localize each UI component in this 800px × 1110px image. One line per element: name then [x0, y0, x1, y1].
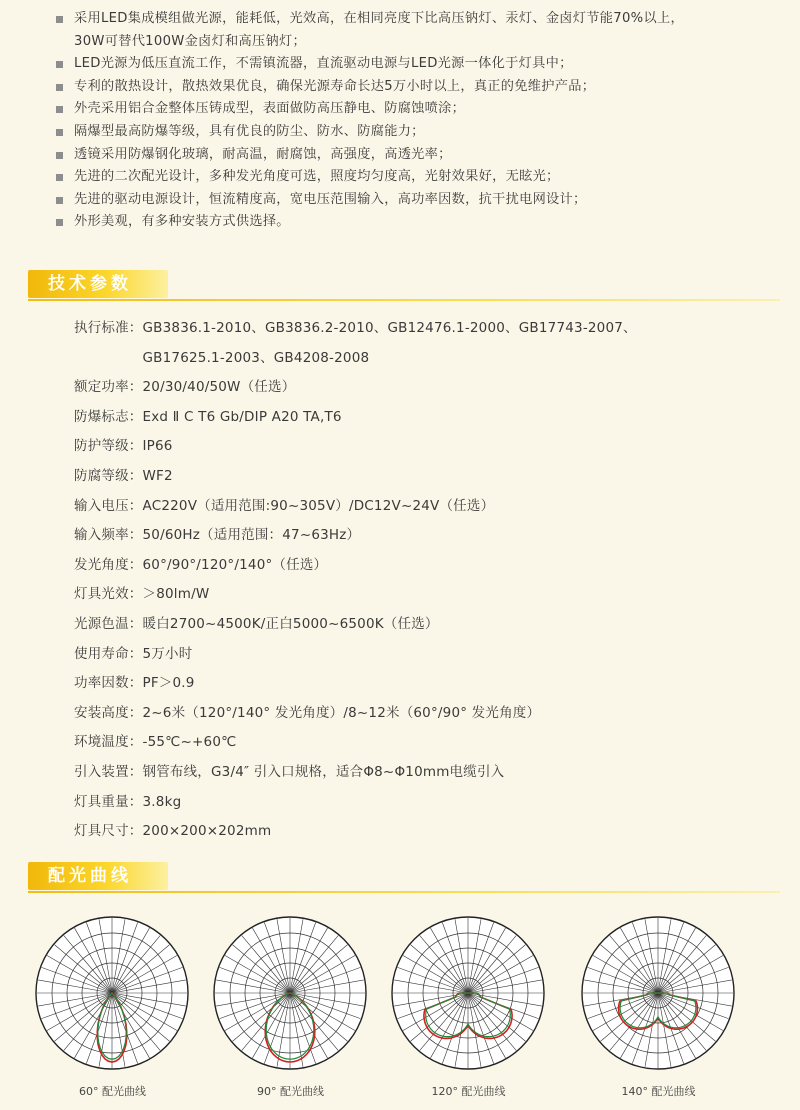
spec-label: 防爆标志：	[74, 408, 143, 425]
square-bullet-icon	[56, 106, 63, 113]
spec-value-line: -55℃~+60℃	[142, 734, 237, 751]
spec-label: 环境温度：	[74, 734, 143, 751]
square-bullet-icon	[56, 129, 63, 136]
light-distribution-curves	[0, 905, 800, 1105]
feature-item	[56, 98, 786, 121]
spec-row	[74, 462, 774, 492]
spec-value-line: PF＞0.9	[142, 675, 195, 692]
feature-item	[56, 53, 786, 76]
spec-value	[143, 373, 296, 403]
spec-label: 防护等级：	[74, 438, 143, 455]
spec-value	[143, 462, 173, 492]
square-bullet-icon	[56, 84, 63, 91]
feature-text: 采用LED集成模组做光源，能耗低，光效高，在相同亮度下比高压钠灯、汞灯、金卤灯节能70%以上，	[74, 11, 684, 26]
feature-item	[56, 189, 786, 212]
spec-label: 输入电压：	[74, 497, 143, 514]
spec-row	[74, 817, 774, 847]
spec-value-line: 60°/90°/120°/140°（任选）	[142, 556, 328, 573]
spec-value-line: 3.8kg	[142, 793, 182, 810]
spec-value-line: 暖白2700~4500K/正白5000~6500K（任选）	[142, 615, 439, 632]
spec-label: 安装高度：	[74, 704, 143, 721]
feature-item	[56, 166, 786, 189]
spec-label: 执行标准：	[74, 320, 143, 336]
spec-list	[74, 314, 774, 847]
spec-value	[143, 610, 439, 640]
spec-label: 引入装置：	[74, 763, 143, 780]
curve-caption: 60° 配光曲线	[79, 1085, 146, 1098]
feature-item	[56, 121, 786, 144]
square-bullet-icon	[56, 174, 63, 181]
square-bullet-icon	[56, 16, 63, 23]
spec-row	[74, 788, 774, 818]
feature-list	[56, 8, 786, 234]
spec-value	[143, 551, 328, 581]
feature-item	[56, 211, 786, 234]
polar-curve-90	[208, 905, 373, 1105]
spec-label: 发光角度：	[74, 556, 143, 573]
polar-chart	[208, 905, 373, 1083]
spec-row	[74, 728, 774, 758]
spec-label: 灯具光效：	[74, 586, 143, 603]
polar-curve-140	[576, 905, 741, 1105]
spec-row	[74, 521, 774, 551]
spec-label: 使用寿命：	[74, 645, 143, 662]
spec-row	[74, 432, 774, 462]
square-bullet-icon	[56, 197, 63, 204]
spec-value-line: GB3836.1-2010、GB3836.2-2010、GB12476.1-2000、GB17743-2007、	[142, 320, 637, 336]
tech-params-header	[28, 270, 780, 304]
polar-curve-60	[30, 905, 195, 1105]
spec-row	[74, 403, 774, 433]
spec-row	[74, 610, 774, 640]
feature-text: 先进的二次配光设计，多种发光角度可选，照度均匀度高，光射效果好，无眩光；	[74, 169, 560, 185]
feature-text: 外壳采用铝合金整体压铸成型，表面做防高压静电、防腐蚀喷涂；	[74, 101, 466, 117]
feature-text: 先进的驱动电源设计，恒流精度高，宽电压范围输入，高功率因数，抗干扰电网设计；	[74, 191, 587, 207]
spec-row	[74, 699, 774, 729]
polar-chart	[576, 905, 741, 1083]
polar-chart	[386, 905, 551, 1083]
feature-text: 专利的散热设计，散热效果优良，确保光源寿命长达5万小时以上，真正的免维护产品；	[74, 78, 596, 94]
spec-label: 功率因数：	[74, 675, 143, 692]
spec-row	[74, 580, 774, 610]
spec-value-line: 2~6米（120°/140° 发光角度）/8~12米（60°/90° 发光角度）	[142, 704, 541, 721]
light-curve-header	[28, 862, 780, 896]
spec-row	[74, 758, 774, 788]
feature-text: 透镜采用防爆钢化玻璃，耐高温，耐腐蚀，高强度，高透光率；	[74, 146, 452, 162]
spec-value	[143, 580, 210, 610]
spec-label: 额定功率：	[74, 379, 143, 396]
spec-value-line: AC220V（适用范围:90~305V）/DC12V~24V（任选）	[142, 497, 495, 514]
polar-chart	[30, 905, 195, 1083]
spec-value-line: WF2	[142, 467, 173, 484]
spec-value	[143, 669, 195, 699]
spec-value-line: 20/30/40/50W（任选）	[142, 379, 296, 396]
spec-label: 灯具重量：	[74, 793, 143, 810]
spec-row	[74, 640, 774, 670]
spec-value	[143, 728, 237, 758]
light-curve-title: 配光曲线	[48, 866, 132, 886]
spec-value	[143, 492, 495, 522]
feature-item	[56, 8, 786, 53]
feature-text: 外形美观，有多种安装方式供选择。	[74, 214, 290, 230]
square-bullet-icon	[56, 152, 63, 159]
spec-value-line: 钢管布线，G3/4″ 引入口规格，适合Φ8~Φ10mm电缆引入	[142, 763, 505, 780]
spec-value	[143, 432, 173, 462]
spec-value-line: 200×200×202mm	[142, 823, 272, 840]
spec-value-line: Exd Ⅱ C T6 Gb/DIP A20 TA,T6	[142, 408, 342, 425]
spec-value	[143, 521, 361, 551]
spec-label: 灯具尺寸：	[74, 823, 143, 840]
spec-value-line: 5万小时	[142, 645, 193, 662]
spec-value	[143, 314, 637, 373]
curve-caption: 140° 配光曲线	[621, 1085, 696, 1098]
feature-text: 隔爆型最高防爆等级，具有优良的防尘、防水、防腐能力；	[74, 123, 425, 139]
feature-item	[56, 144, 786, 167]
square-bullet-icon	[56, 61, 63, 68]
spec-row	[74, 551, 774, 581]
curve-caption: 90° 配光曲线	[257, 1085, 324, 1098]
spec-value-line: IP66	[142, 438, 173, 455]
spec-value	[143, 403, 342, 433]
spec-value	[143, 758, 505, 788]
spec-row	[74, 314, 774, 373]
spec-value	[143, 788, 182, 818]
spec-value-line: ＞80lm/W	[142, 586, 210, 603]
spec-row	[74, 492, 774, 522]
square-bullet-icon	[56, 219, 63, 226]
polar-curve-120	[386, 905, 551, 1105]
spec-value	[143, 817, 272, 847]
spec-value-line: 50/60Hz（适用范围：47~63Hz）	[142, 527, 361, 544]
spec-value-line: GB17625.1-2003、GB4208-2008	[142, 349, 370, 366]
section-divider	[28, 299, 780, 301]
spec-value	[143, 699, 541, 729]
spec-label: 输入频率：	[74, 527, 143, 544]
feature-text: 30W可替代100W金卤灯和高压钠灯；	[74, 33, 306, 49]
spec-label: 防腐等级：	[74, 467, 143, 484]
section-divider	[28, 891, 780, 893]
spec-value	[143, 640, 193, 670]
feature-item	[56, 76, 786, 99]
feature-text: LED光源为低压直流工作，不需镇流器，直流驱动电源与LED光源一体化于灯具中；	[74, 56, 573, 72]
curve-caption: 120° 配光曲线	[431, 1085, 506, 1098]
tech-params-title: 技术参数	[48, 274, 132, 294]
spec-label: 光源色温：	[74, 615, 143, 632]
spec-row	[74, 373, 774, 403]
spec-row	[74, 669, 774, 699]
